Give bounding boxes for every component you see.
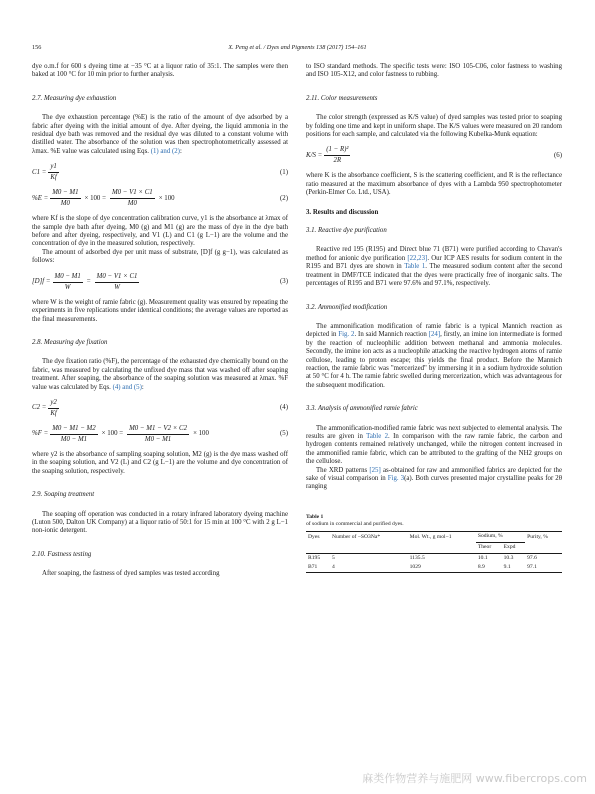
- section-2-8-paragraph-2: where y2 is the absorbance of sampling soaping solution, M2 (g) is the dye mass washed off in the soaping solution, and V2 (L) and C2 (g L−1) are the volume and dye concentration of the soaping solution, respectively.: [32, 450, 288, 475]
- table-cell: B71: [306, 563, 330, 573]
- table-subheader-cell: Theor: [476, 542, 502, 553]
- equation-number: (6): [554, 151, 562, 159]
- table-link[interactable]: Table 2: [366, 432, 389, 440]
- section-2-9-paragraph-1: The soaping off operation was conducted in a rotary infrared laboratory dyeing machine (Luton 500, Dalton UK Company) at a liquor ratio of 50:1 for 15 min at 100 °C with 2 g L−1 non-ionic detergent.: [32, 510, 288, 535]
- table-header-row: [306, 531, 562, 542]
- section-3-heading: 3. Results and discussion: [306, 208, 379, 216]
- table-row: [306, 553, 562, 563]
- table-cell: 5: [331, 554, 335, 561]
- table-cell: 10.3: [503, 554, 514, 561]
- table-header-cell: Dyes: [306, 531, 330, 542]
- equation-5: %F = $\frac{M0 - M1 - M2}{M0 - M1}$ × 100 = $\frac{M0 - M1 - V2 \times C2}{M0 - M1}$ × 100 (5): [32, 424, 288, 443]
- equation-1: C1 = $\frac{y1}{Kf}$ (1): [32, 163, 288, 182]
- reference-link[interactable]: [25]: [369, 466, 381, 474]
- page-number: 156: [32, 44, 42, 51]
- section-2-11-paragraph-2: where K is the absorbance coefficient, S is the scattering coefficient, and R is the reflectance ratio measured at the maximum absorbance of dyes with a Lambda 950 spectrophotometer (Perkin-Elmer Co. Ltd., USA).: [306, 172, 562, 197]
- table-header-cell: Purity, %: [525, 531, 562, 542]
- table-header-cell: Mol. Wt., g mol−1: [408, 531, 476, 542]
- equation-number: (4): [280, 404, 288, 412]
- table-subheader-row: [306, 542, 562, 553]
- section-2-8-heading: 2.8. Measuring dye fixation: [32, 338, 108, 346]
- section-2-10-paragraph-1: After soaping, the fastness of dyed samples was tested according: [42, 570, 220, 578]
- table-cell: 9.1: [502, 563, 526, 573]
- equation-3: [D]f = $\frac{M0 - M1}{W}$ = $\frac{M0 - V1 \times C1}{W}$ (3): [32, 272, 288, 291]
- section-2-8-paragraph-1: The dye fixation ratio (%F), the percentage of the exhausted dye chemically bound on the fabric, was measured by calculating the unfixed dye mass that was washed off after soaping treatment. After soaping, the absorbance of the soaping solution was measured at λmax. %F value was calculated by Eqs. (4) and (5):: [32, 358, 288, 391]
- table-cell: 8.9: [476, 563, 502, 573]
- equation-link[interactable]: (1) and (2): [150, 147, 180, 155]
- equation-4: C2 = $\frac{y2}{Kf}$ (4): [32, 398, 288, 417]
- table-title: Table 1: [306, 513, 324, 520]
- running-title: X. Peng et al. / Dyes and Pigments 138 (2017) 154–161: [228, 44, 367, 51]
- figure-link[interactable]: Fig. 2: [338, 331, 355, 339]
- reference-link[interactable]: [24]: [428, 331, 441, 339]
- sodium-table: [306, 531, 562, 573]
- right-intro-paragraph: to ISO standard methods. The specific tests were: ISO 105-C06, color fastness to washing and ISO 105-X12, and color fastness to rubbing.: [306, 63, 562, 79]
- table-subheader-cell: Expd: [502, 542, 526, 553]
- section-3-2-paragraph-1: The ammonification modification of ramie fabric is a typical Mannich reaction as depicted in Fig. 2. In said Mannich reaction [24], firstly, an imine ion intermediate is formed by the reaction of nucleophilic addition between methanal and ammonia molecules. Secondly, the imine ion acts as a nucleophile attacking the reactive hydrogen atoms of ramie cellulose, leading to proton escape; this yields the final product. Before the Mannich reaction, the ramie fabric was "mercerized" by immersing it in a sodium hydroxide solution at 50 °C for 4 h. The ramie fabric swelled during mercerization, which was advantageous for the subsequent modification.: [306, 322, 562, 389]
- section-2-7-paragraph-3: The amount of adsorbed dye per unit mass of substrate, [D]f (g g−1), was calculated as follows:: [32, 248, 288, 265]
- table-link[interactable]: Table 1: [404, 263, 426, 271]
- section-3-3-heading: 3.3. Analysis of ammonified ramie fabric: [306, 405, 418, 413]
- equation-link[interactable]: (4) and (5): [112, 383, 142, 391]
- equation-number: (1): [280, 168, 288, 176]
- equation-6: K/S = $\frac{\text{(1 − R)²}}{2R}$ (6): [306, 146, 562, 165]
- section-2-7-paragraph-2: where Kf is the slope of dye concentration calibration curve, y1 is the absorbance at λmax of the sample dye bath after dyeing, M0 (g) and M1 (g) are the mass of dye in the dye bath before and after dyeing, respectively, and V1 (L) and C1 (g L−1) are the volume and the concentration of dye in the measured solution, respectively.: [32, 215, 288, 248]
- running-header: [32, 44, 563, 56]
- section-3-3-paragraph-1: The ammonification-modified ramie fabric was next subjected to elemental analysis. The results are given in Table 2. In comparison with the raw ramie fabric, the carbon and hydrogen contents remained relatively unchanged, while the nitrogen content increased in the ammonified ramie fabric, which can be attributed to the grafting of the NH2 groups on the cellulose.: [306, 424, 562, 466]
- table-cell: 97.1: [525, 563, 562, 573]
- table-1: [306, 514, 562, 573]
- left-intro-paragraph: dye o.m.f for 600 s dyeing time at −35 °C at a liquor ratio of 35:1. The samples were then baked at 100 °C for 10 min prior to further analysis.: [32, 63, 288, 79]
- table-caption: of sodium in commercial and purified dyes.: [306, 520, 404, 527]
- equation-number: (3): [280, 277, 288, 285]
- section-2-9-heading: 2.9. Soaping treatment: [32, 491, 95, 499]
- section-3-3-paragraph-2: The XRD patterns [25] as-obtained for raw and ammonified fabrics are depicted for the sake of visual comparison in Fig. 3(a). Both curves presented major crystalline peaks for 2θ ranging: [306, 466, 562, 491]
- figure-link[interactable]: Fig. 3: [387, 475, 405, 482]
- table-cell: 97.6: [527, 554, 537, 561]
- table-cell: 1029: [408, 563, 476, 573]
- section-2-7-paragraph-1: The dye exhaustion percentage (%E) is the ratio of the amount of dye adsorbed by a fabric after dyeing with the initial amount of dye. After dyeing, the liquid ammonia in the residual dye bath was removed and the residual dye was diluted to a constant volume with distilled water. The absorbance of the solution was then spectrophotometrically assessed at λmax. %E value was calculated using Eqs. (1) and (2):: [32, 114, 288, 155]
- table-cell: R195: [308, 554, 321, 561]
- right-column: [306, 63, 562, 573]
- equation-number: (5): [280, 430, 288, 438]
- section-3-2-heading: 3.2. Ammonified modification: [306, 303, 388, 311]
- table-header-cell: Number of −SO3Na*: [330, 531, 408, 542]
- table-row: [306, 563, 562, 573]
- table-cell: 4: [330, 563, 408, 573]
- equation-2: %E = $\frac{M0 - M1}{M0}$ × 100 = $\frac{M0 - V1 \times C1}{M0}$ × 100 (2): [32, 189, 288, 208]
- reference-link[interactable]: [22,23]: [407, 254, 428, 262]
- section-2-7-heading: 2.7. Measuring dye exhaustion: [32, 94, 117, 102]
- table-header-cell: Sodium, %: [476, 531, 525, 542]
- equation-number: (2): [280, 194, 288, 202]
- left-column: [32, 63, 288, 579]
- section-2-11-paragraph-1: The color strength (expressed as K/S value) of dyed samples was tested prior to soaping by folding one time and kept in uniform shape. The K/S values were measured on 20 random positions for each sample, and calculated via the following Kubelka-Munk equation:: [306, 114, 562, 139]
- section-3-1-heading: 3.1. Reactive dye purification: [306, 227, 387, 235]
- section-2-11-heading: 2.11. Color measurements: [306, 94, 378, 102]
- table-cell: 10.1: [477, 554, 488, 561]
- section-2-10-heading: 2.10. Fastness testing: [32, 550, 92, 558]
- section-2-7-paragraph-4: where W is the weight of ramie fabric (g). Measurement quality was ensured by repeating the experiments in five replications under identical conditions; the average values are reported as the final measurements.: [32, 298, 288, 323]
- section-3-1-paragraph-1: Reactive red 195 (R195) and Direct blue 71 (B71) were purified according to Chavan's method for anionic dye purification [22,23]. Our ICP AES results for sodium content in the R195 and B71 dyes are shown in Table 1. The measured sodium content after the second treatment in DMF/TCE indicated that the dyes were practically free of inorganic salts. The percentages of R195 and B71 were 97.6% and 97.1%, respectively.: [306, 246, 563, 288]
- table-cell: 1135.5: [409, 554, 425, 561]
- site-watermark: 麻类作物营养与施肥网 www.fibercrops.com: [362, 772, 587, 785]
